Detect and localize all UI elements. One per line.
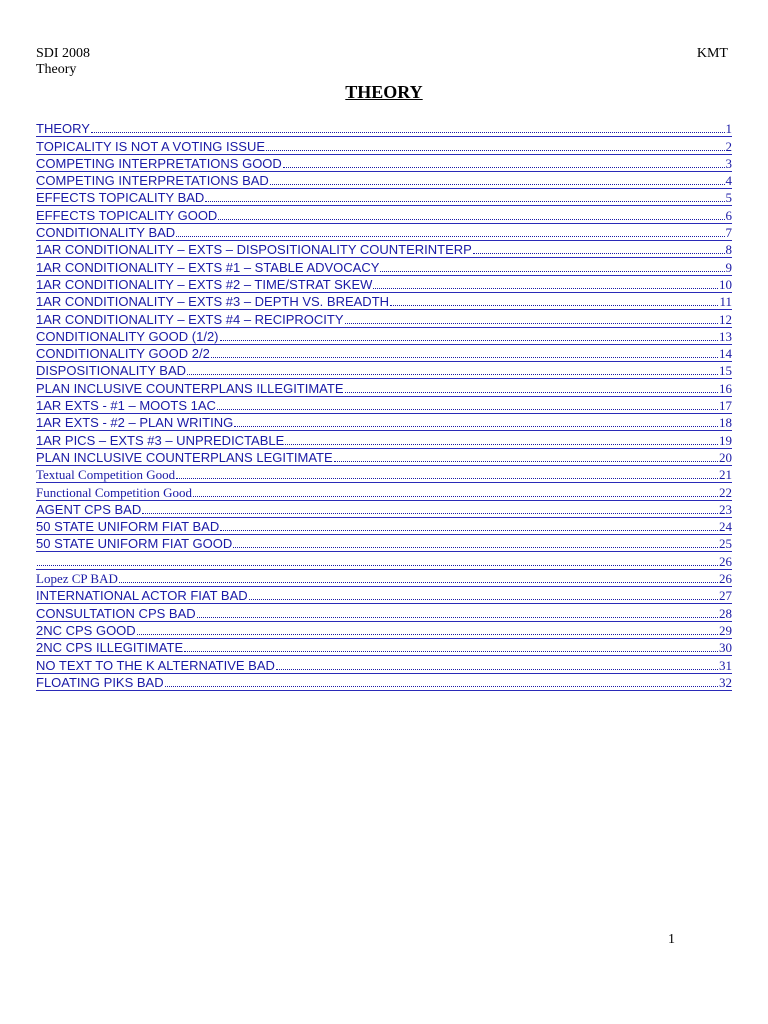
toc-entry[interactable] [36, 604, 732, 621]
toc-entry-label: 1AR CONDITIONALITY – EXTS #2 – TIME/STRAT SKEW [36, 276, 373, 292]
toc-entry-label: 1AR CONDITIONALITY – EXTS – DISPOSITIONALITY COUNTERINTERP [36, 242, 472, 258]
toc-entry[interactable] [36, 501, 732, 518]
toc-entry-label: COMPETING INTERPRETATIONS BAD [36, 173, 269, 189]
toc-entry-page: 15 [719, 363, 732, 379]
toc-entry-page: 27 [719, 588, 732, 604]
toc-entry[interactable] [36, 622, 732, 639]
toc-dot-leader [91, 131, 725, 133]
toc-dot-leader [193, 495, 718, 497]
toc-entry[interactable] [36, 483, 732, 500]
toc-entry[interactable] [36, 449, 732, 466]
page-title: THEORY [345, 82, 423, 102]
table-of-contents [36, 120, 732, 691]
toc-dot-leader [37, 564, 718, 566]
toc-entry[interactable] [36, 172, 732, 189]
toc-entry-page: 7 [725, 225, 732, 241]
toc-entry-label: 2NC CPS ILLEGITIMATE [36, 640, 184, 656]
toc-dot-leader [270, 183, 725, 185]
toc-dot-leader [220, 529, 718, 531]
header-event: SDI 2008 [36, 46, 91, 61]
toc-entry[interactable] [36, 345, 732, 362]
toc-entry-label: 1AR EXTS - #2 – PLAN WRITING [36, 415, 234, 431]
toc-entry[interactable] [36, 276, 732, 293]
toc-entry[interactable] [36, 310, 732, 327]
toc-entry[interactable] [36, 258, 732, 275]
toc-entry-page: 25 [719, 536, 732, 552]
toc-dot-leader [266, 149, 724, 151]
toc-dot-leader [165, 685, 718, 687]
toc-entry-label: CONDITIONALITY BAD [36, 225, 176, 241]
toc-entry-page: 11 [719, 294, 732, 310]
toc-dot-leader [345, 391, 719, 393]
toc-dot-leader [285, 443, 718, 445]
toc-entry-page: 8 [725, 242, 732, 258]
toc-entry-label: EFFECTS TOPICALITY GOOD [36, 207, 218, 223]
toc-entry-label: 2NC CPS GOOD [36, 622, 136, 638]
toc-entry[interactable] [36, 241, 732, 258]
toc-entry-page: 17 [719, 398, 732, 414]
toc-entry-page: 31 [719, 657, 732, 673]
toc-entry-page: 19 [719, 432, 732, 448]
toc-entry[interactable] [36, 674, 732, 691]
toc-entry[interactable] [36, 155, 732, 172]
toc-entry-page: 1 [725, 121, 732, 137]
toc-dot-leader [176, 235, 724, 237]
toc-entry-page: 24 [719, 519, 732, 535]
page-number: 1 [668, 932, 675, 947]
toc-entry[interactable] [36, 639, 732, 656]
header-author: KMT [696, 46, 728, 61]
toc-entry-label: INTERNATIONAL ACTOR FIAT BAD [36, 588, 248, 604]
toc-dot-leader [119, 581, 718, 583]
toc-entry-label: FLOATING PIKS BAD [36, 674, 164, 690]
toc-entry-label: 1AR CONDITIONALITY – EXTS #4 – RECIPROCITY [36, 311, 344, 327]
toc-dot-leader [334, 460, 718, 462]
toc-dot-leader [217, 408, 718, 410]
toc-entry-page: 9 [725, 259, 732, 275]
toc-entry-page: 20 [719, 449, 732, 465]
toc-entry-label: 50 STATE UNIFORM FIAT BAD [36, 519, 220, 535]
toc-entry-label: 50 STATE UNIFORM FIAT GOOD [36, 536, 233, 552]
toc-entry[interactable] [36, 137, 732, 154]
toc-dot-leader [249, 598, 718, 600]
toc-entry[interactable] [36, 518, 732, 535]
toc-entry-page: 5 [725, 190, 732, 206]
toc-entry-label: COMPETING INTERPRETATIONS GOOD [36, 155, 282, 171]
toc-entry-label: DISPOSITIONALITY BAD [36, 363, 187, 379]
toc-entry[interactable] [36, 552, 732, 569]
toc-entry-page: 32 [719, 674, 732, 690]
toc-entry[interactable] [36, 587, 732, 604]
toc-entry[interactable] [36, 189, 732, 206]
toc-entry[interactable] [36, 656, 732, 673]
toc-entry-page: 30 [719, 640, 732, 656]
toc-entry[interactable] [36, 414, 732, 431]
toc-dot-leader [283, 166, 725, 168]
toc-dot-leader [142, 512, 718, 514]
toc-entry-label: 1AR CONDITIONALITY – EXTS #1 – STABLE ADVOCACY [36, 259, 380, 275]
toc-entry-label: CONDITIONALITY GOOD 2/2 [36, 346, 210, 362]
toc-entry[interactable] [36, 535, 732, 552]
toc-dot-leader [137, 633, 718, 635]
toc-entry[interactable] [36, 379, 732, 396]
toc-entry-label: PLAN INCLUSIVE COUNTERPLANS ILLEGITIMATE [36, 380, 344, 396]
toc-entry[interactable] [36, 431, 732, 448]
toc-dot-leader [176, 477, 718, 479]
toc-entry[interactable] [36, 206, 732, 223]
toc-entry-page: 22 [719, 484, 732, 500]
toc-entry-page: 18 [719, 415, 732, 431]
toc-entry[interactable] [36, 328, 732, 345]
toc-entry-page: 6 [725, 207, 732, 223]
toc-entry-label: AGENT CPS BAD [36, 501, 142, 517]
toc-entry[interactable] [36, 570, 732, 587]
toc-entry-page: 14 [719, 346, 732, 362]
toc-dot-leader [205, 200, 724, 202]
toc-dot-leader [187, 373, 718, 375]
toc-entry-page: 10 [719, 276, 732, 292]
toc-entry-label: Lopez CP BAD [36, 571, 118, 587]
toc-dot-leader [373, 287, 718, 289]
toc-dot-leader [184, 650, 718, 652]
toc-dot-leader [345, 322, 718, 324]
toc-entry-label: 1AR PICS – EXTS #3 – UNPREDICTABLE [36, 432, 285, 448]
toc-entry[interactable] [36, 293, 732, 310]
toc-entry-label: TOPICALITY IS NOT A VOTING ISSUE [36, 138, 266, 154]
toc-dot-leader [233, 546, 718, 548]
toc-entry-label: NO TEXT TO THE K ALTERNATIVE BAD [36, 657, 275, 673]
toc-dot-leader [220, 339, 718, 341]
toc-entry-label: Textual Competition Good [36, 467, 176, 483]
toc-entry-label: 1AR EXTS - #1 – MOOTS 1AC [36, 398, 216, 414]
toc-entry-label: 1AR CONDITIONALITY – EXTS #3 – DEPTH VS. BREADTH [36, 294, 390, 310]
header-subject: Theory [36, 62, 77, 77]
toc-entry-label: THEORY [36, 121, 90, 137]
toc-entry[interactable] [36, 466, 732, 483]
toc-entry-page: 21 [719, 467, 732, 483]
toc-entry-page: 3 [725, 155, 732, 171]
toc-entry[interactable] [36, 224, 732, 241]
toc-entry-label: EFFECTS TOPICALITY BAD [36, 190, 205, 206]
toc-entry[interactable] [36, 120, 732, 137]
toc-entry-page: 23 [719, 501, 732, 517]
toc-dot-leader [390, 304, 718, 306]
toc-entry-page: 26 [719, 571, 732, 587]
toc-entry-page: 26 [719, 553, 732, 569]
toc-entry-page: 13 [719, 328, 732, 344]
toc-dot-leader [380, 270, 724, 272]
toc-entry[interactable] [36, 397, 732, 414]
toc-entry-page: 12 [719, 311, 732, 327]
toc-entry-label: Functional Competition Good [36, 484, 192, 500]
toc-entry-label: PLAN INCLUSIVE COUNTERPLANS LEGITIMATE [36, 449, 333, 465]
toc-dot-leader [218, 218, 724, 220]
toc-entry-page: 2 [725, 138, 732, 154]
toc-entry-page: 4 [725, 173, 732, 189]
toc-dot-leader [211, 356, 718, 358]
toc-entry-page: 29 [719, 622, 732, 638]
toc-entry-page: 28 [719, 605, 732, 621]
toc-entry-label: CONDITIONALITY GOOD (1/2) [36, 328, 219, 344]
document-header-left [36, 46, 90, 78]
toc-entry-page: 16 [719, 380, 732, 396]
toc-dot-leader [276, 668, 718, 670]
toc-dot-leader [234, 425, 718, 427]
toc-entry-label: CONSULTATION CPS BAD [36, 605, 196, 621]
toc-dot-leader [197, 616, 718, 618]
toc-dot-leader [473, 252, 725, 254]
toc-entry[interactable] [36, 362, 732, 379]
